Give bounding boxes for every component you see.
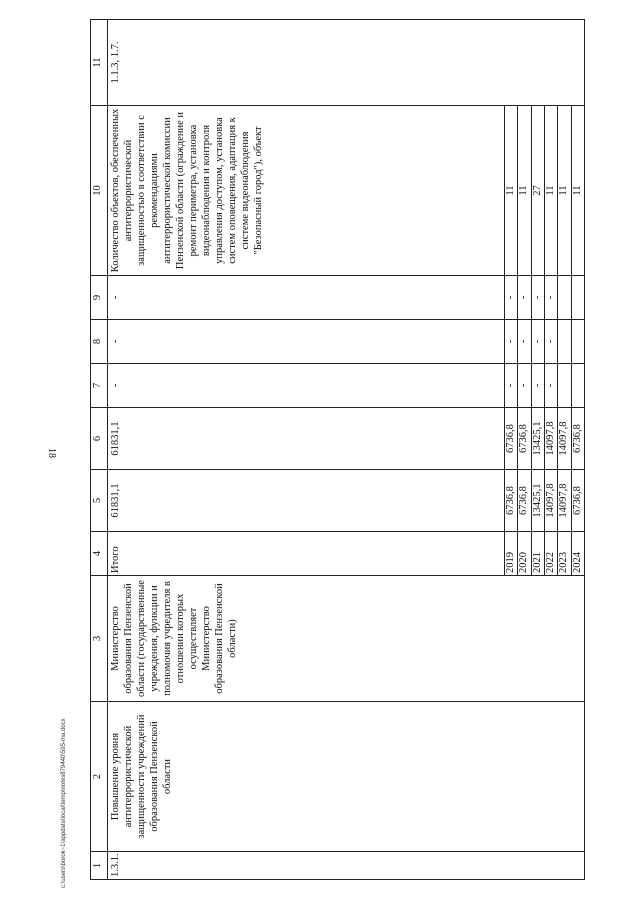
year-col7 bbox=[558, 364, 571, 408]
header-cell: 4 bbox=[91, 532, 108, 576]
year-ref-empty bbox=[531, 20, 544, 106]
year-regional-budget: 13425,1 bbox=[531, 408, 544, 470]
reference-tasks: 1.1.3, 1.7. bbox=[108, 20, 504, 106]
page-number: 18 bbox=[46, 448, 57, 458]
year: 2020 bbox=[518, 532, 531, 576]
year-funding: 6736,8 bbox=[504, 470, 517, 532]
header-cell: 11 bbox=[91, 20, 108, 106]
header-cell: 10 bbox=[91, 106, 108, 276]
year-col7: - bbox=[504, 364, 517, 408]
header-cell: 3 bbox=[91, 576, 108, 702]
year-regional-budget: 14097,8 bbox=[544, 408, 557, 470]
year-funding: 13425,1 bbox=[531, 470, 544, 532]
program-table bbox=[90, 19, 585, 880]
total-regional-budget: 61831,1 bbox=[108, 408, 504, 470]
year-ref-empty bbox=[544, 20, 557, 106]
year-regional-budget: 6736,8 bbox=[518, 408, 531, 470]
year-col8: - bbox=[531, 320, 544, 364]
year-ref-empty bbox=[571, 20, 584, 106]
year-col8: - bbox=[518, 320, 531, 364]
header-row bbox=[91, 20, 108, 880]
year-ref-empty bbox=[558, 20, 571, 106]
year-funding: 6736,8 bbox=[518, 470, 531, 532]
year-col9: - bbox=[518, 276, 531, 320]
total-label: Итого bbox=[108, 532, 504, 576]
header-cell: 6 bbox=[91, 408, 108, 470]
executor: Министерство образования Пензенской области (государственные учреждения, функции и полномочия учредителя в отношении которых осуществляет Министерство образования Пензенской области) bbox=[108, 576, 585, 702]
header-cell: 5 bbox=[91, 470, 108, 532]
year: 2021 bbox=[531, 532, 544, 576]
year-col7: - bbox=[518, 364, 531, 408]
indicator: Количество объектов, обеспеченных антитеррористической защищенностью в соответствии с рекомендациями антитеррористической комиссии Пензенской области (ограждение и ремонт периметра, установка видеонаблюдения и контроля управления доступом, установка систем оповещения, адаптация к системе видеонаблюдения "Безопасный город"), объект bbox=[108, 106, 504, 276]
header-cell: 2 bbox=[91, 702, 108, 852]
year-indicator: 11 bbox=[571, 106, 584, 276]
year-col8 bbox=[571, 320, 584, 364]
total-col7: - bbox=[108, 364, 504, 408]
year-col9 bbox=[558, 276, 571, 320]
year-regional-budget: 6736,8 bbox=[571, 408, 584, 470]
total-funding: 61831,1 bbox=[108, 470, 504, 532]
year-regional-budget: 14097,8 bbox=[558, 408, 571, 470]
rotated-table-wrapper bbox=[90, 20, 585, 880]
year-ref-empty bbox=[504, 20, 517, 106]
year-col7: - bbox=[544, 364, 557, 408]
year-col8 bbox=[558, 320, 571, 364]
year-col7 bbox=[571, 364, 584, 408]
year-regional-budget: 6736,8 bbox=[504, 408, 517, 470]
year-indicator: 11 bbox=[504, 106, 517, 276]
year-indicator: 11 bbox=[558, 106, 571, 276]
year: 2023 bbox=[558, 532, 571, 576]
header-cell: 7 bbox=[91, 364, 108, 408]
year-col9: - bbox=[504, 276, 517, 320]
header-cell: 8 bbox=[91, 320, 108, 364]
year-col9: - bbox=[531, 276, 544, 320]
measure-name: Повышение уровня антитеррористической защищенности учреждений образования Пензенской области bbox=[108, 702, 585, 852]
header-cell: 9 bbox=[91, 276, 108, 320]
year: 2022 bbox=[544, 532, 557, 576]
year-col8: - bbox=[504, 320, 517, 364]
footer-file-path: c:\users\borok~1\appdata\local\temp\notes879440\595-ma.docx bbox=[61, 718, 67, 888]
year-col7: - bbox=[531, 364, 544, 408]
total-col9: - bbox=[108, 276, 504, 320]
header-cell: 1 bbox=[91, 852, 108, 880]
year-col9: - bbox=[544, 276, 557, 320]
year-indicator: 27 bbox=[531, 106, 544, 276]
year-ref-empty bbox=[518, 20, 531, 106]
year: 2019 bbox=[504, 532, 517, 576]
year: 2024 bbox=[571, 532, 584, 576]
year-funding: 6736,8 bbox=[571, 470, 584, 532]
year-col8: - bbox=[544, 320, 557, 364]
main-row bbox=[108, 20, 504, 880]
total-col8: - bbox=[108, 320, 504, 364]
year-funding: 14097,8 bbox=[544, 470, 557, 532]
row-number: 1.3.1. bbox=[108, 852, 585, 880]
year-indicator: 11 bbox=[544, 106, 557, 276]
year-col9 bbox=[571, 276, 584, 320]
year-indicator: 11 bbox=[518, 106, 531, 276]
year-funding: 14097,8 bbox=[558, 470, 571, 532]
